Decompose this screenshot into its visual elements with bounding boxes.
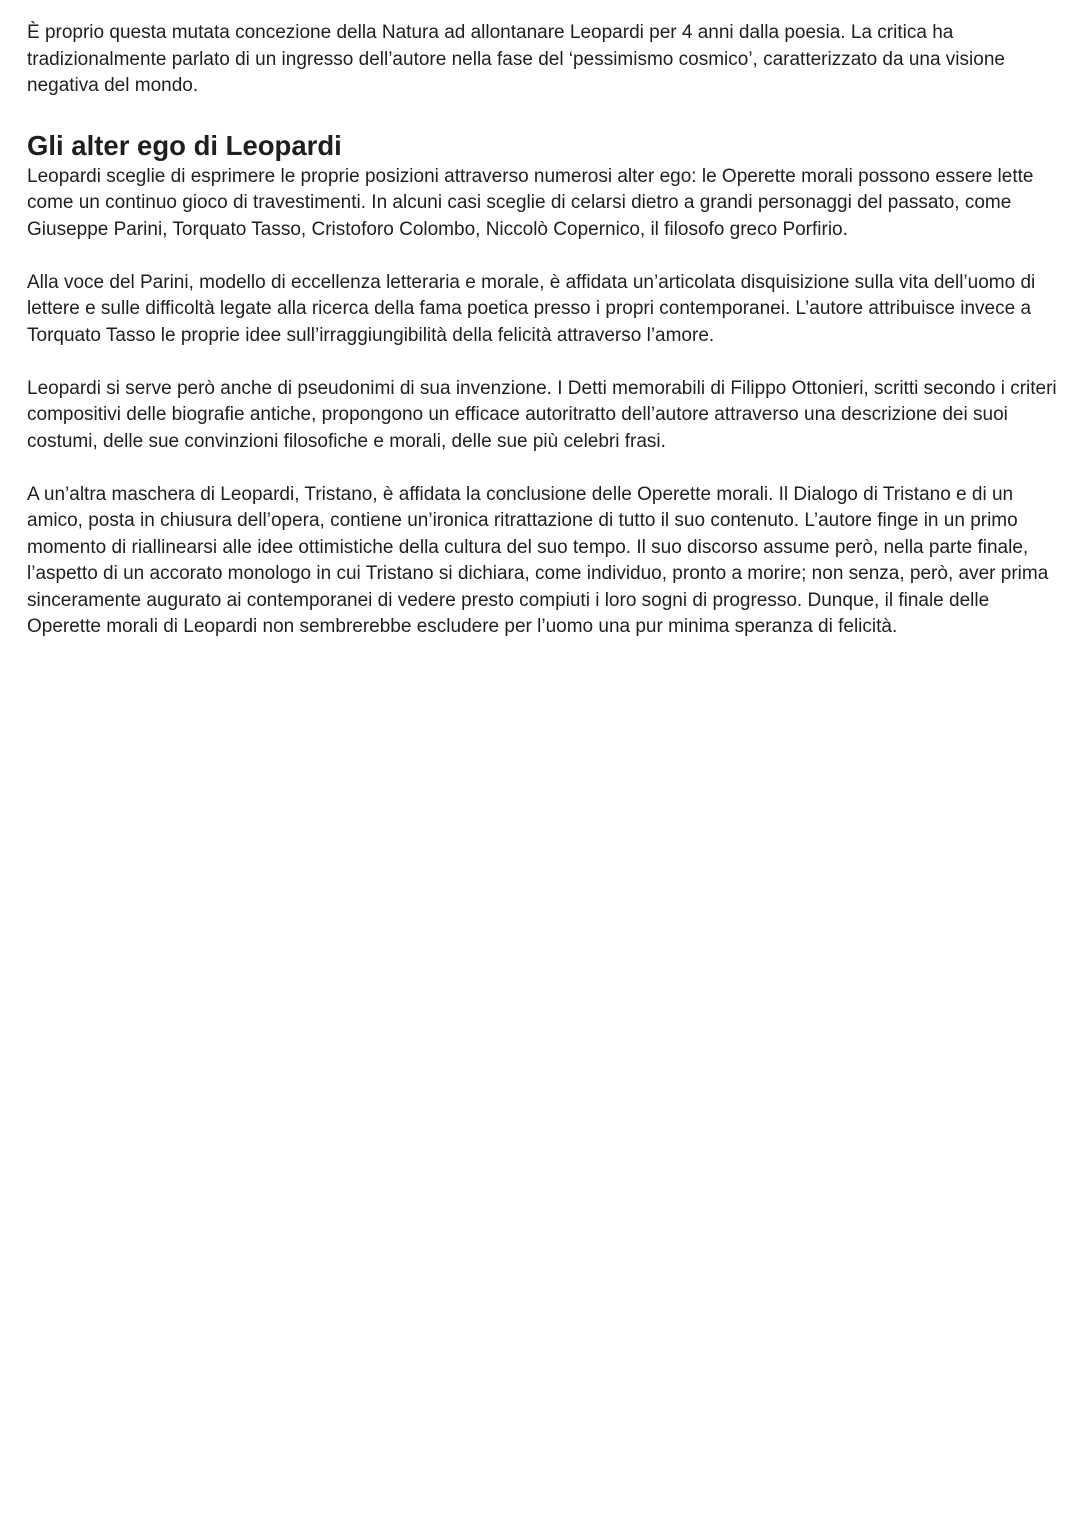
paragraph-alter-ego-intro: Leopardi sceglie di esprimere le proprie posizioni attraverso numerosi alter ego: le Operette morali possono essere lette come un continuo gioco di travestimenti. In alcuni casi sceglie di celarsi dietro a grandi personaggi del passato, come Giuseppe Parini, Torquato Tasso, Cristoforo Colombo, Niccolò Copernico, il filosofo greco Porfirio. [27, 165, 1034, 240]
section-alter-ego [27, 130, 1057, 641]
paragraph-parini-tasso: Alla voce del Parini, modello di eccellenza letteraria e morale, è affidata un’articolata disquisizione sulla vita dell’uomo di lettere e sulle difficoltà legate alla ricerca della fama poetica presso i propri contemporanei. L’autore attribuisce invece a Torquato Tasso le proprie idee sull’irraggiungibilità della felicità attraverso l’amore. [27, 271, 1036, 346]
section-heading: Gli alter ego di Leopardi [27, 129, 342, 161]
document-page [27, 20, 1057, 641]
intro-paragraph: È proprio questa mutata concezione della Natura ad allontanare Leopardi per 4 anni dalla poesia. La critica ha tradizionalmente parlato di un ingresso dell’autore nella fase del ‘pessimismo cosmico’, caratterizzato da una visione negativa del mondo. [27, 22, 1005, 96]
paragraph-ottonieri: Leopardi si serve però anche di pseudonimi di sua invenzione. I Detti memorabili di Filippo Ottonieri, scritti secondo i criteri compositivi delle biografie antiche, propongono un efficace autoritratto dell’autore attraverso una descrizione dei suoi costumi, delle sue convinzioni filosofiche e morali, delle sue più celebri frasi. [27, 377, 1057, 452]
paragraph-tristano: A un’altra maschera di Leopardi, Tristano, è affidata la conclusione delle Operette morali. Il Dialogo di Tristano e di un amico, posta in chiusura dell’opera, contiene un’ironica ritrattazione di tutto il suo contenuto. L’autore finge in un primo momento di riallinearsi alle idee ottimistiche della cultura del suo tempo. Il suo discorso assume però, nella parte finale, l’aspetto di un accorato monologo in cui Tristano si dichiara, come individuo, pronto a morire; non senza, però, aver prima sinceramente augurato ai contemporanei di vedere presto compiuti i loro sogni di progresso. Dunque, il finale delle Operette morali di Leopardi non sembrerebbe escludere per l’uomo una pur minima speranza di felicità. [27, 483, 1049, 637]
